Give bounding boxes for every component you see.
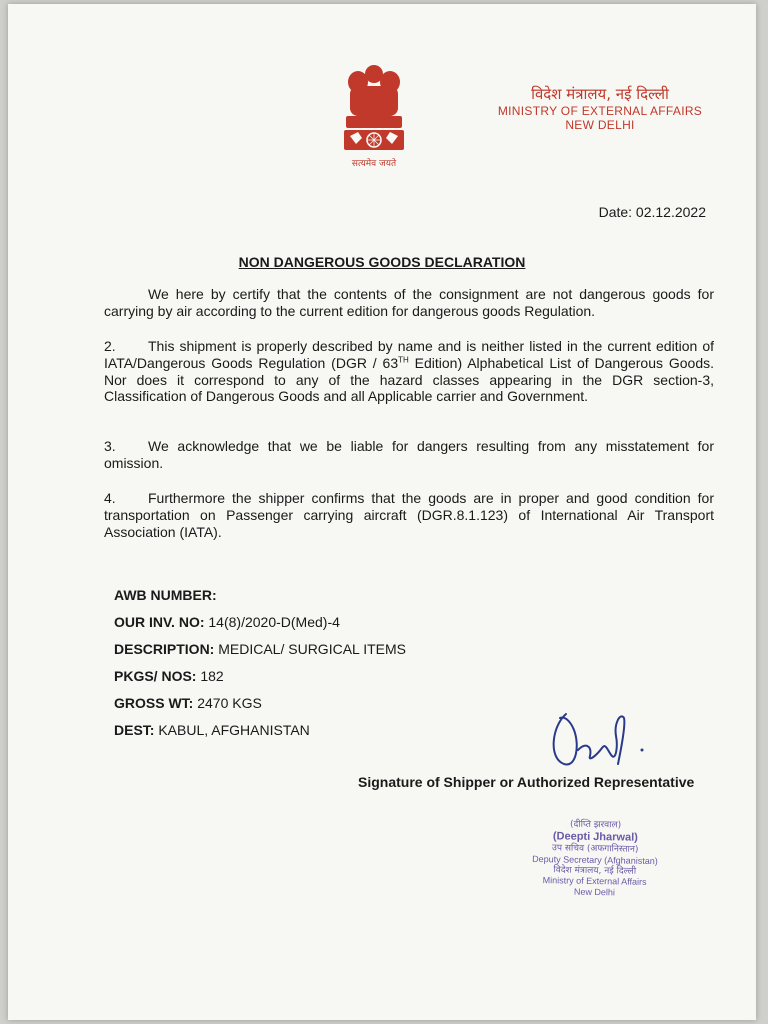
paragraph-2-superscript: TH [398,355,409,365]
stamp-ministry-english: Ministry of External Affairs [542,875,647,888]
field-destination [114,717,406,744]
stamp-name-hindi: (दीप्ति झरवाल) [569,819,622,831]
paragraph-4-text: Furthermore the shipper confirms that the goods are in proper and good condition for transportation on Passenger carrying aircraft (DGR.8.1.123) of International Air Transport Association (IATA). [104,490,714,540]
paragraph-3-text: We acknowledge that we be liable for dangers resulting from any misstatement for omission. [104,438,714,471]
ministry-name-english: MINISTRY OF EXTERNAL AFFAIRS [497,103,703,118]
awb-label: AWB NUMBER: [114,587,217,603]
field-description [114,636,406,663]
ministry-name-hindi: विदेश मंत्रालय, नई दिल्ली [531,85,669,103]
invoice-value: 14(8)/2020-D(Med)-4 [204,614,340,630]
ministry-header [482,86,718,132]
paragraph-2-text-b: Edition) Alphabetical List of Dangerous Goods. Nor does it correspond to any of the hazard classes appearing in the DGR section-3, Classification of Dangerous Goods and all Applicable carrier and Government. [104,354,714,405]
paragraph-4-number: 4. [104,490,116,506]
destination-label: DEST: [114,722,155,738]
field-gross-weight [114,690,406,717]
shipment-details [114,582,406,744]
stamp-name-english: (Deepti Jharwal) [552,830,638,844]
paragraph-2-number: 2. [104,338,116,354]
paragraph-3 [104,438,714,472]
gross-weight-label: GROSS WT: [114,695,194,711]
stamp-designation-english: Deputy Secretary (Afghanistan) [532,853,658,866]
invoice-label: OUR INV. NO: [114,614,205,630]
paragraph-3-number: 3. [104,438,116,454]
signature-caption: Signature of Shipper or Authorized Representative [358,774,695,790]
packages-value: 182 [196,668,224,684]
field-awb-number [114,582,406,609]
handwritten-signature [546,706,656,776]
paragraph-4 [104,490,714,540]
official-stamp [519,819,670,900]
gross-weight-value: 2470 KGS [193,695,262,711]
stamp-ministry-hindi: विदेश मंत्रालय, नई दिल्ली [553,864,637,877]
paragraph-2 [104,338,714,405]
description-label: DESCRIPTION: [114,641,215,657]
description-value: MEDICAL/ SURGICAL ITEMS [214,641,406,657]
document-page [8,4,756,1020]
paragraph-2-text-a: This shipment is properly described by name and is neither listed in the current edition of IATA/Dangerous Goods Regulation (DGR / 63 [104,338,714,371]
document-date: Date: 02.12.2022 [598,204,706,220]
emblem-motto: सत्यमेव जयते [351,159,397,169]
stamp-designation-hindi: उप सचिव (अफगानिस्तान) [551,843,639,855]
packages-label: PKGS/ NOS: [114,668,197,684]
field-invoice-number [114,609,406,636]
stamp-city: New Delhi [573,886,616,898]
paragraph-1 [104,286,714,320]
field-packages [114,663,406,690]
national-emblem-icon [336,60,412,170]
paragraph-1-text: We here by certify that the contents of the consignment are not dangerous goods for carrying by air according to the current edition for dangerous goods Regulation. [104,286,714,319]
ministry-city: NEW DELHI [565,117,635,132]
destination-value: KABUL, AFGHANISTAN [154,722,310,738]
document-title: NON DANGEROUS GOODS DECLARATION [238,254,526,270]
